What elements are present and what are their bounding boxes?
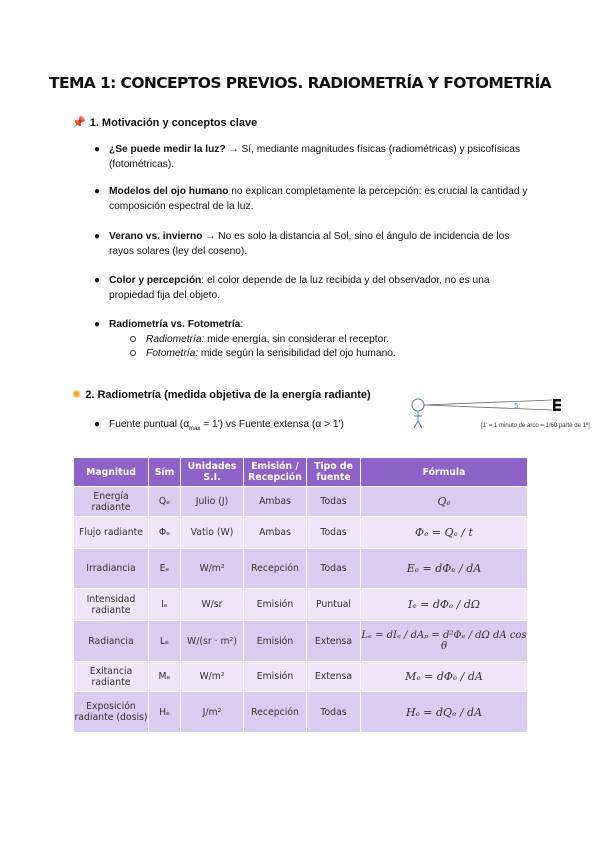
column-header: Emisión / Recepción [244, 458, 306, 486]
table-cell: Vatio (W) [181, 517, 243, 548]
table-row [74, 692, 527, 732]
sub-list-item: Radiometría: mide energía, sin considerar el receptor. [130, 333, 389, 347]
list-item: ● Verano vs. invierno → No es solo la distancia al Sol, sino el ángulo de incidencia de los rayos solares (ley del coseno). [94, 231, 510, 257]
table-cell: Recepción [244, 549, 306, 588]
table-row [74, 487, 527, 516]
table-cell: Todas [307, 487, 360, 516]
table-row [74, 549, 527, 588]
table-cell: Φₑ [149, 517, 180, 548]
table-cell: W/sr [181, 589, 243, 620]
column-header: Sím [149, 458, 180, 486]
formula-cell: Hₑ = dQₑ / dA [361, 692, 527, 732]
table-cell: W/(sr · m²) [181, 621, 243, 661]
table-cell: Extensa [307, 621, 360, 661]
pushpin-icon: 📌 [72, 117, 86, 129]
table-row [74, 589, 527, 620]
formula-cell: Qₑ [361, 487, 527, 516]
table-cell: Ambas [244, 517, 306, 548]
table-cell: Emisión [244, 621, 306, 661]
table-cell: Puntual [307, 589, 360, 620]
table-cell: Hₑ [149, 692, 180, 732]
formula-cell: Iₑ = dΦₑ / dΩ [361, 589, 527, 620]
radiometry-table [73, 457, 528, 733]
list-item: ● ¿Se puede medir la luz? → Sí, mediante magnitudes físicas (radiométricas) y psicofísicas (fotométricas). [94, 144, 521, 170]
column-header: Magnitud [74, 458, 148, 486]
table-cell: Emisión [244, 662, 306, 691]
list-item: ● Radiometría vs. Fotometría: [94, 319, 244, 330]
table-cell: J/m² [181, 692, 243, 732]
sub-list-item: Fotometría: mide según la sensibilidad del ojo humano. [130, 347, 396, 361]
table-cell: Energía radiante [74, 487, 148, 516]
list-item: ● Modelos del ojo humano no explican completamente la percepción: es crucial la cantidad y composición espectral de la luz. [94, 186, 528, 212]
formula-cell: Φₑ = Qₑ / t [361, 517, 527, 548]
table-cell: Iₑ [149, 589, 180, 620]
table-cell: Lₑ [149, 621, 180, 661]
page-title: TEMA 1: CONCEPTOS PREVIOS. RADIOMETRÍA Y FOTOMETRÍA [48, 74, 552, 92]
column-header: Unidades S.I. [181, 458, 243, 486]
table-cell: Todas [307, 517, 360, 548]
table-row [74, 621, 527, 661]
table-cell: Exitancia radiante [74, 662, 148, 691]
table-cell: Qₑ [149, 487, 180, 516]
table-cell: Intensidad radiante [74, 589, 148, 620]
section-2-heading: ✺ 2. Radiometría (medida objetiva de la energía radiante) [72, 388, 371, 401]
list-item: ● Color y percepción: el color depende de la luz recibida y del observador, no es una propiedad fija del objeto. [94, 275, 490, 301]
table-cell: Exposición radiante (dosis) [74, 692, 148, 732]
table-cell: Mₑ [149, 662, 180, 691]
table-cell: Eₑ [149, 549, 180, 588]
table-header-row [74, 458, 527, 486]
table-cell: Recepción [244, 692, 306, 732]
table-cell: Ambas [244, 487, 306, 516]
table-cell: Julio (J) [181, 487, 243, 516]
arc-minute-note: [1' = 1 minuto de arco = 1/60 parte de 1º] [481, 423, 590, 429]
table-cell: Todas [307, 549, 360, 588]
table-cell: Emisión [244, 589, 306, 620]
column-header: Fórmula [361, 458, 527, 486]
table-cell: W/m² [181, 662, 243, 691]
formula-cell: Mₑ = dΦₑ / dA [361, 662, 527, 691]
section-1-heading: 📌 1. Motivación y conceptos clave [72, 116, 258, 129]
sun-icon: ✺ [72, 389, 82, 401]
table-cell: Radiancia [74, 621, 148, 661]
formula-cell: Lₑ = dIₑ / dAₚ = d²Φₑ / dΩ dA cos θ [361, 621, 527, 661]
svg-text:5: 5 [514, 402, 519, 410]
table-cell: Extensa [307, 662, 360, 691]
table-cell: Irradiancia [74, 549, 148, 588]
table-row [74, 517, 527, 548]
column-header: Tipo de fuente [307, 458, 360, 486]
table-row [74, 662, 527, 691]
formula-cell: Eₑ = dΦₑ / dA [361, 549, 527, 588]
table-cell: Flujo radiante [74, 517, 148, 548]
list-item: ● Fuente puntual $(\alpha_{max} = 1')$ vs Fuente extensa (α > 1') [94, 419, 344, 433]
table-cell: W/m² [181, 549, 243, 588]
table-cell: Todas [307, 692, 360, 732]
